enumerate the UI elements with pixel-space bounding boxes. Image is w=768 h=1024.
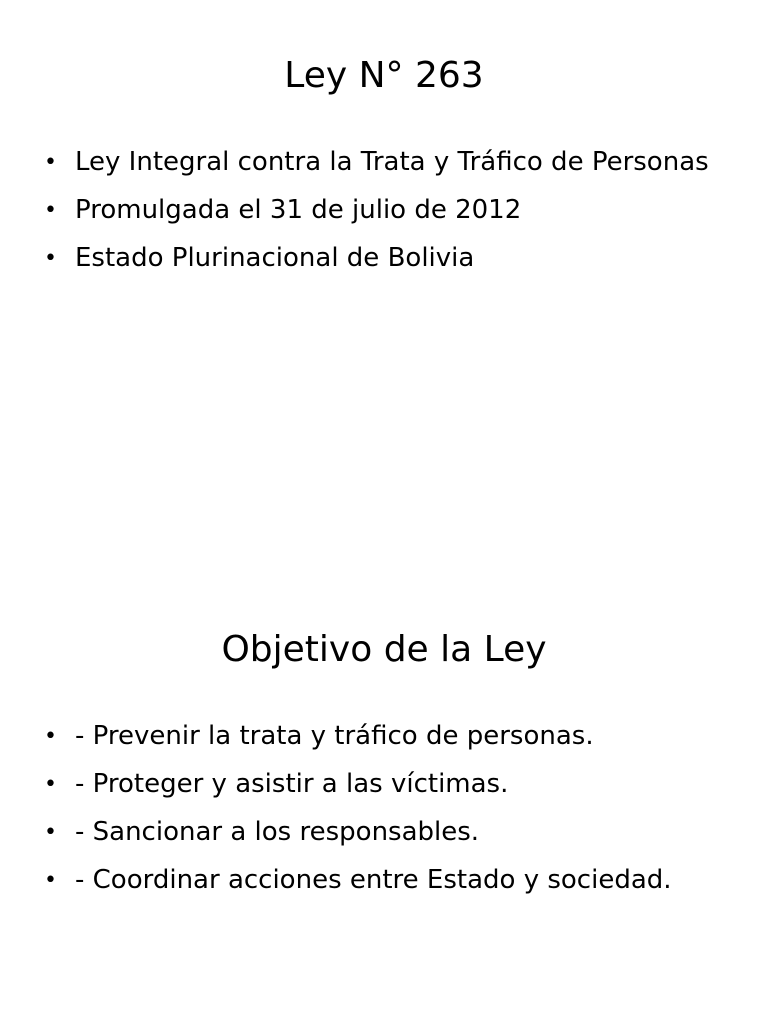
bullet-icon: • bbox=[44, 820, 57, 845]
bullet-icon: • bbox=[44, 246, 57, 271]
bullet-icon: • bbox=[44, 868, 57, 893]
list-item bbox=[0, 812, 768, 853]
bullet-text: - Proteger y asistir a las víctimas. bbox=[75, 769, 509, 799]
list-item bbox=[0, 860, 768, 901]
bullet-text: - Coordinar acciones entre Estado y sociedad. bbox=[75, 865, 672, 895]
list-item bbox=[0, 716, 768, 757]
bullet-text: Ley Integral contra la Trata y Tráfico de Personas bbox=[75, 147, 709, 177]
slide-title: Ley N° 263 bbox=[284, 55, 484, 96]
bullet-text: - Sancionar a los responsables. bbox=[75, 817, 480, 847]
bullet-icon: • bbox=[44, 772, 57, 797]
bullet-icon: • bbox=[44, 150, 57, 175]
bullet-text: - Prevenir la trata y tráfico de personas. bbox=[75, 721, 594, 751]
list-item bbox=[0, 142, 768, 183]
bullet-list bbox=[0, 716, 768, 908]
list-item bbox=[0, 238, 768, 279]
slide-title: Objetivo de la Ley bbox=[221, 629, 547, 670]
bullet-text: Promulgada el 31 de julio de 2012 bbox=[75, 195, 522, 225]
list-item bbox=[0, 764, 768, 805]
slide-objetivo bbox=[0, 576, 768, 1024]
bullet-icon: • bbox=[44, 198, 57, 223]
list-item bbox=[0, 190, 768, 231]
bullet-list bbox=[0, 142, 768, 286]
bullet-icon: • bbox=[44, 724, 57, 749]
bullet-text: Estado Plurinacional de Bolivia bbox=[75, 243, 475, 273]
